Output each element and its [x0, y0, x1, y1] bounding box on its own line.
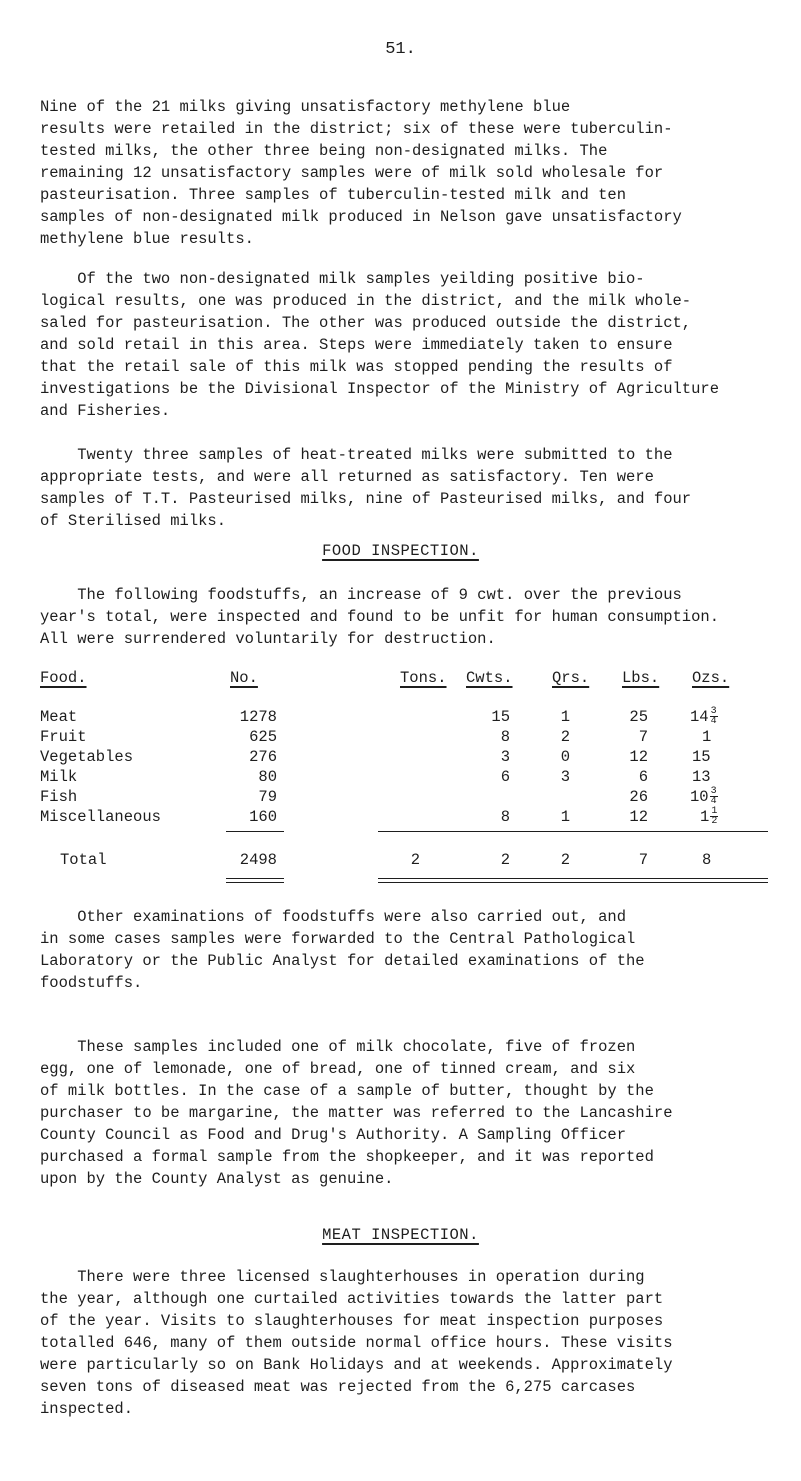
- header-tons: Tons.: [400, 669, 447, 687]
- food-ozs: [690, 707, 750, 727]
- rule-above-total-weights: [378, 831, 768, 832]
- food-lbs: 25: [629, 708, 648, 726]
- heading-food-inspection-text: FOOD INSPECTION.: [322, 542, 479, 560]
- food-cwts: 8: [500, 728, 510, 746]
- double-rule-total-weights-1: [378, 878, 768, 879]
- food-lbs: 12: [629, 748, 648, 766]
- ozs-denominator: 4: [710, 796, 717, 808]
- food-lbs: 26: [629, 788, 648, 806]
- food-ozs: 15: [692, 748, 711, 766]
- food-qrs: 0: [560, 748, 570, 766]
- header-no: No.: [230, 669, 258, 687]
- heading-meat-inspection: [0, 1226, 801, 1244]
- double-rule-total-weights-2: [378, 882, 768, 883]
- food-ozs: [690, 787, 750, 807]
- ozs-whole: 10: [690, 788, 709, 806]
- ozs-numerator: 3: [710, 706, 717, 718]
- ozs-fraction: [710, 807, 718, 826]
- paragraph-foodstuffs-intro: The following foodstuffs, an increase of 9 cwt. over the previous year's total, were inspected and found to be unfit for human consumption. All were surrendered voluntarily for destruction.: [40, 586, 720, 648]
- paragraph-other-examinations: Other examinations of foodstuffs were also carried out, and in some cases samples were forwarded to the Central Pathological Laboratory or the Public Analyst for detailed examinations of the foodstuffs.: [40, 908, 645, 992]
- food-lbs: 6: [638, 768, 648, 786]
- paragraph-samples-included: These samples included one of milk chocolate, five of frozen egg, one of lemonade, one of bread, one of tinned cream, and six of milk bottles. In the case of a sample of butter, thought by the purchaser to be margarine, the matter was referred to the Lancashire County Council as Food and Drug's Authority. A Sampling Officer purchased a formal sample from the shopkeeper, and it was reported upon by the County Analyst as genuine.: [40, 1038, 673, 1188]
- food-count: 276: [249, 748, 277, 766]
- ozs-whole: 1: [700, 808, 710, 826]
- food-count: 1278: [239, 708, 277, 726]
- food-lbs: 7: [638, 728, 648, 746]
- total-label: Total: [60, 851, 107, 869]
- food-count: 160: [249, 808, 277, 826]
- food-qrs: 2: [560, 728, 570, 746]
- food-ozs: 1: [702, 728, 712, 746]
- paragraph-heat-treated: Twenty three samples of heat-treated milks were submitted to the appropriate tests, and were all returned as satisfactory. Ten were samples of T.T. Pasteurised milks, nine of Pasteurised milks, and four of Sterilised milks.: [40, 446, 692, 530]
- food-count: 625: [249, 728, 277, 746]
- food-name: Meat: [40, 708, 78, 726]
- total-qrs: 2: [560, 851, 570, 869]
- double-rule-total-no-2: [226, 882, 284, 883]
- food-lbs: 12: [629, 808, 648, 826]
- heading-meat-inspection-text: MEAT INSPECTION.: [322, 1226, 479, 1244]
- ozs-numerator: 3: [710, 786, 717, 798]
- header-qrs: Qrs.: [552, 669, 590, 687]
- paragraph-slaughterhouses: There were three licensed slaughterhouses in operation during the year, although one curtailed activities towards the latter part of the year. Visits to slaughterhouses for meat inspection purposes totalled 646, many of them outside normal office hours. These visits were particularly so on Bank Holidays and at weekends. Approximately seven tons of diseased meat was rejected from the 6,275 carcases inspected.: [40, 1268, 673, 1418]
- food-name: Fish: [40, 788, 78, 806]
- total-count: 2498: [239, 851, 277, 869]
- food-qrs: 1: [560, 808, 570, 826]
- total-lbs: 7: [638, 851, 648, 869]
- header-cwts: Cwts.: [466, 669, 513, 687]
- food-name: Miscellaneous: [40, 808, 161, 826]
- food-ozs: 13: [692, 768, 711, 786]
- paragraph-milk-results: Nine of the 21 milks giving unsatisfactory methylene blue results were retailed in the district; six of these were tuberculin- tested milks, the other three being non-designated milks. The remaining 12 unsatisfactory samples were of milk sold wholesale for pasteurisation. Three samples of tuberculin-tested milk and ten samples of non-designated milk produced in Nelson gave unsatisfactory methylene blue results.: [40, 98, 682, 248]
- total-tons: 2: [410, 851, 420, 869]
- food-count: 80: [258, 768, 277, 786]
- ozs-fraction: [710, 707, 718, 726]
- ozs-whole: 14: [690, 708, 709, 726]
- rule-above-total-no: [226, 831, 284, 832]
- food-cwts: 8: [500, 808, 510, 826]
- food-name: Fruit: [40, 728, 87, 746]
- double-rule-total-no-1: [226, 878, 284, 879]
- ozs-denominator: 2: [711, 816, 718, 828]
- food-name: Vegetables: [40, 748, 134, 766]
- food-cwts: 3: [500, 748, 510, 766]
- ozs-fraction: [710, 787, 718, 806]
- food-cwts: 6: [500, 768, 510, 786]
- ozs-denominator: 4: [710, 716, 717, 728]
- food-ozs: [700, 807, 750, 827]
- heading-food-inspection: [0, 542, 801, 560]
- header-lbs: Lbs.: [622, 669, 660, 687]
- food-count: 79: [258, 788, 277, 806]
- food-name: Milk: [40, 768, 78, 786]
- total-ozs: 8: [702, 851, 712, 869]
- page-number: 51.: [385, 40, 416, 59]
- header-ozs: Ozs.: [692, 669, 730, 687]
- food-qrs: 3: [560, 768, 570, 786]
- food-cwts: 15: [491, 708, 510, 726]
- ozs-numerator: 1: [711, 806, 718, 818]
- food-qrs: 1: [560, 708, 570, 726]
- total-cwts: 2: [500, 851, 510, 869]
- header-food: Food.: [40, 669, 87, 687]
- paragraph-biological-results: Of the two non-designated milk samples yeilding positive bio- logical results, one was produced in the district, and the milk whole- saled for pasteurisation. The other was produced outside the district, and sold retail in this area. Steps were immediately taken to ensure that the retail sale of this milk was stopped pending the results of investigations be the Divisional Inspector of the Ministry of Agriculture and Fisheries.: [40, 270, 720, 420]
